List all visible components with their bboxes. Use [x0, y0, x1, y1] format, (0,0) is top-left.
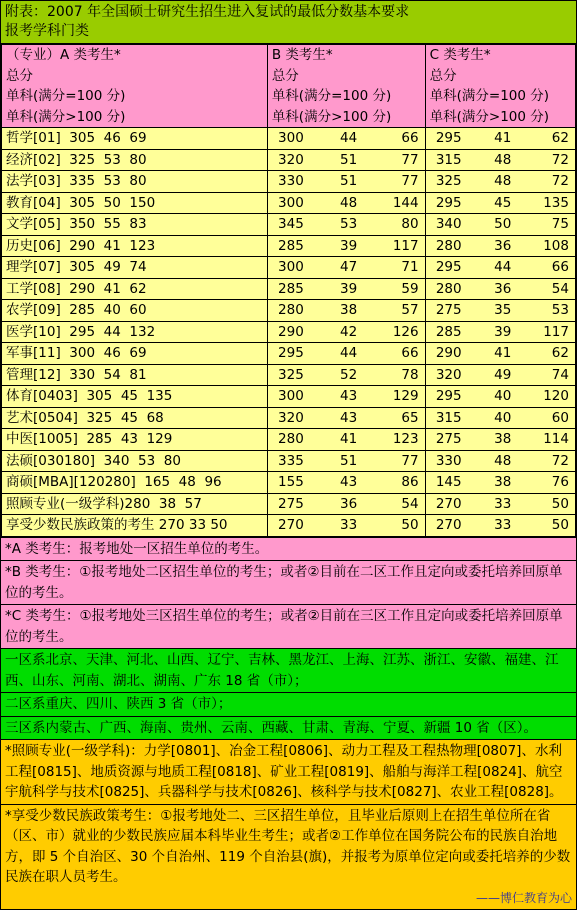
cell-b: [267, 515, 425, 537]
cell-b-value: 51: [340, 151, 358, 168]
cell-b-value: 144: [392, 194, 419, 211]
cell-c-value: 50: [551, 517, 569, 533]
cell-b: [267, 493, 425, 515]
cell-b-value: 54: [401, 495, 419, 512]
cell-c-value: 275: [435, 302, 462, 318]
table-row: [2, 386, 576, 408]
table-row: [2, 364, 576, 386]
cell-b-value: 48: [340, 194, 358, 211]
table-row: [2, 472, 576, 494]
cell-b-value: 117: [392, 237, 419, 254]
cell-b-value: 43: [340, 388, 358, 404]
cell-a: 管理[12] 330 54 81: [2, 364, 268, 386]
cell-c-value: 50: [494, 216, 512, 232]
cell-b: [267, 214, 425, 236]
cell-b-value: 38: [340, 302, 358, 318]
note-block: *照顾专业(一级学科)：力学[0801]、冶金工程[0806]、动力工程及工程热物理[0807]、水利工程[0815]、地质资源与地质工程[0818]、矿业工程[0819]、船舶与海洋工程[0824]、航空宇航科学与技术[0825]、兵器科学与技术[0826]、核科学与技术[0827]、农业工程[0828]。: [1, 739, 576, 804]
table-row: [2, 450, 576, 472]
cell-c: [425, 149, 575, 171]
table-row: [2, 128, 576, 150]
cell-b-value: 65: [401, 409, 419, 426]
cell-c-value: 40: [494, 388, 512, 404]
cell-b-value: 86: [401, 474, 419, 490]
cell-c-value: 315: [435, 151, 462, 168]
cell-c-value: 74: [551, 366, 569, 383]
cell-b-value: 275: [278, 495, 304, 512]
cell-c-value: 35: [494, 302, 512, 318]
cell-b-value: 325: [278, 366, 304, 383]
cell-c-value: 48: [494, 151, 512, 168]
table-row: [2, 214, 576, 236]
table-row: [2, 343, 576, 365]
table-row: [2, 149, 576, 171]
cell-c-value: 40: [494, 409, 512, 426]
cell-a: 享受少数民族政策的考生 270 33 50: [2, 515, 268, 537]
cell-c-value: 38: [494, 474, 512, 490]
header-a-single100: 单科(满分=100 分): [6, 88, 126, 104]
cell-b-value: 66: [401, 130, 419, 146]
cell-c: [425, 128, 575, 150]
header-c-total: 总分: [429, 67, 457, 84]
cell-b-value: 300: [278, 388, 304, 404]
cell-c: [425, 343, 575, 365]
cell-c-value: 270: [435, 495, 462, 512]
header-a-title: （专业）A 类考生*: [6, 47, 121, 63]
cell-c-value: 44: [494, 259, 512, 275]
header-a-total: 总分: [6, 67, 33, 84]
cell-c-value: 41: [494, 345, 512, 361]
cell-b-value: 43: [340, 474, 358, 490]
cell-c-value: 295: [435, 259, 462, 275]
cell-b-value: 51: [340, 173, 358, 189]
note-block: *B 类考生：①报考地处二区招生单位的考生；或者②目前在二区工作且定向或委托培养回原单位的考生。: [1, 560, 576, 604]
cell-c: [425, 515, 575, 537]
cell-b-value: 270: [278, 517, 304, 533]
cell-c-value: 295: [435, 194, 462, 211]
cell-b: [267, 321, 425, 343]
cell-a: 医学[10] 295 44 132: [2, 321, 268, 343]
table-row: [2, 515, 576, 537]
cell-b-value: 320: [278, 409, 304, 426]
cell-b-value: 285: [278, 237, 304, 254]
table-row: [2, 235, 576, 257]
cell-c-value: 135: [543, 194, 569, 211]
cell-b: [267, 364, 425, 386]
cell-a: 文学[05] 350 55 83: [2, 214, 268, 236]
title-line-1: 附表：2007 年全国硕士研究生招生进入复试的最低分数基本要求: [5, 4, 410, 20]
header-a-singleover100: 单科(满分>100 分): [6, 108, 126, 125]
cell-b-value: 52: [340, 366, 358, 383]
cell-b-value: 129: [392, 388, 419, 404]
cell-a: 军事[11] 300 46 69: [2, 343, 268, 365]
cell-c-value: 120: [543, 388, 569, 404]
cell-b-value: 335: [278, 452, 304, 469]
cell-c: [425, 214, 575, 236]
cell-a: 哲学[01] 305 46 69: [2, 128, 268, 150]
table-row: [2, 407, 576, 429]
cell-c: [425, 493, 575, 515]
note-block: 二区系重庆、四川、陕西 3 省（市）；: [1, 692, 576, 716]
header-c-title: C 类考生*: [429, 47, 491, 63]
header-c-singleover100: 单科(满分>100 分): [429, 108, 550, 125]
cell-a: 工学[08] 290 41 62: [2, 278, 268, 300]
cell-c: [425, 386, 575, 408]
header-a: [2, 45, 268, 128]
cell-c-value: 295: [435, 388, 462, 404]
cell-a: 中医[1005] 285 43 129: [2, 429, 268, 451]
note-block: *C 类考生：①报考地处三区招生单位的考生；或者②目前在三区工作且定向或委托培养回原单位的考生。: [1, 604, 576, 648]
header-b-single100: 单科(满分=100 分): [271, 88, 392, 104]
cell-b-value: 71: [401, 259, 419, 275]
cell-b: [267, 257, 425, 279]
cell-c: [425, 450, 575, 472]
cell-c: [425, 171, 575, 193]
cell-b-value: 280: [278, 302, 304, 318]
cell-c-value: 38: [494, 431, 512, 447]
cell-c-value: 325: [435, 173, 462, 189]
cell-c-value: 66: [551, 259, 569, 275]
title-line-2: 报考学科门类: [5, 23, 89, 39]
cell-b-value: 53: [340, 216, 358, 232]
cell-b: [267, 386, 425, 408]
cell-b: [267, 407, 425, 429]
cell-c-value: 75: [551, 216, 569, 232]
cell-b-value: 77: [401, 151, 419, 168]
cell-c-value: 36: [494, 280, 512, 297]
cell-a: 教育[04] 305 50 150: [2, 192, 268, 214]
table-row: [2, 192, 576, 214]
cell-b-value: 330: [278, 173, 304, 189]
cell-b-value: 33: [340, 517, 358, 533]
header-b-title: B 类考生*: [271, 47, 333, 63]
cell-b-value: 300: [278, 194, 304, 211]
table-row: [2, 171, 576, 193]
cell-b-value: 44: [340, 345, 358, 361]
cell-b: [267, 235, 425, 257]
signature: ——博仁教育为心: [475, 890, 572, 905]
cell-b-value: 77: [401, 173, 419, 189]
cell-c-value: 72: [551, 452, 569, 469]
cell-c-value: 117: [543, 323, 569, 340]
cell-c-value: 114: [543, 431, 569, 447]
cell-a: 法硕[030180] 340 53 80: [2, 450, 268, 472]
cell-b: [267, 192, 425, 214]
cell-c-value: 280: [435, 280, 462, 297]
cell-c-value: 33: [494, 495, 512, 512]
cell-b: [267, 149, 425, 171]
cell-c-value: 62: [551, 130, 569, 146]
cell-c: [425, 407, 575, 429]
table-row: [2, 278, 576, 300]
cell-c-value: 108: [543, 237, 569, 254]
cell-b-value: 300: [278, 130, 304, 146]
cell-b-value: 57: [401, 302, 419, 318]
note-block: *A 类考生：报考地处一区招生单位的考生。: [1, 537, 576, 561]
table-row: [2, 300, 576, 322]
cell-c-value: 270: [435, 517, 462, 533]
cell-c: [425, 429, 575, 451]
cell-b: [267, 343, 425, 365]
cell-b-value: 42: [340, 323, 358, 340]
cell-c-value: 320: [435, 366, 462, 383]
cell-c-value: 295: [435, 130, 462, 146]
cell-b-value: 47: [340, 259, 358, 275]
header-c-single100: 单科(满分=100 分): [429, 88, 550, 104]
score-table: [1, 44, 576, 537]
cell-c-value: 45: [494, 194, 512, 211]
cell-a: 农学[09] 285 40 60: [2, 300, 268, 322]
cell-c-value: 290: [435, 345, 462, 361]
cell-c-value: 39: [494, 323, 512, 340]
cell-b-value: 80: [401, 216, 419, 232]
note-block: 三区系内蒙古、广西、海南、贵州、云南、西藏、甘肃、青海、宁夏、新疆 10 省（区）。: [1, 716, 576, 740]
cell-c-value: 285: [435, 323, 462, 340]
cell-a: 照顾专业(一级学科)280 38 57: [2, 493, 268, 515]
table-row: [2, 493, 576, 515]
cell-b-value: 50: [401, 517, 419, 533]
cell-b-value: 320: [278, 151, 304, 168]
cell-c-value: 53: [551, 302, 569, 318]
cell-c: [425, 257, 575, 279]
cell-c-value: 72: [551, 173, 569, 189]
cell-c-value: 49: [494, 366, 512, 383]
cell-b-value: 285: [278, 280, 304, 297]
cell-c-value: 48: [494, 173, 512, 189]
cell-a: 商硕[MBA][120280] 165 48 96: [2, 472, 268, 494]
cell-b-value: 36: [340, 495, 358, 512]
cell-b: [267, 472, 425, 494]
cell-c: [425, 235, 575, 257]
cell-b-value: 43: [340, 409, 358, 426]
cell-b-value: 41: [340, 431, 358, 447]
cell-c-value: 280: [435, 237, 462, 254]
header-b-total: 总分: [271, 67, 299, 84]
cell-b-value: 78: [401, 366, 419, 383]
cell-b: [267, 450, 425, 472]
cell-c: [425, 192, 575, 214]
cell-c-value: 60: [551, 409, 569, 426]
cell-b-value: 77: [401, 452, 419, 469]
cell-c-value: 145: [435, 474, 462, 490]
cell-b-value: 44: [340, 130, 358, 146]
header-b-singleover100: 单科(满分>100 分): [271, 108, 392, 125]
note-block: *享受少数民族政策考生：①报考地处二、三区招生单位，且毕业后原则上在招生单位所在省（区、市）就业的少数民族应届本科毕业生考生；或者②工作单位在国务院公布的民族自治地方，即 5 个自治区、30 个自治州、119 个自治县(旗)，并报考为原单位定向或委托培养的少数民族在职人员考生。 ——博仁教育为心: [1, 804, 576, 910]
cell-b-value: 39: [340, 237, 358, 254]
cell-c-value: 76: [551, 474, 569, 490]
cell-a: 法学[03] 335 53 80: [2, 171, 268, 193]
cell-c: [425, 278, 575, 300]
notes-section: [1, 537, 576, 910]
cell-c: [425, 364, 575, 386]
cell-b-value: 290: [278, 323, 304, 340]
cell-c-value: 72: [551, 151, 569, 168]
cell-a: 历史[06] 290 41 123: [2, 235, 268, 257]
cell-c-value: 33: [494, 517, 512, 533]
table-row: [2, 321, 576, 343]
cell-c-value: 36: [494, 237, 512, 254]
cell-b: [267, 429, 425, 451]
cell-b-value: 51: [340, 452, 358, 469]
cell-c: [425, 321, 575, 343]
cell-c: [425, 300, 575, 322]
cell-b-value: 39: [340, 280, 358, 297]
cell-b-value: 123: [392, 431, 419, 447]
cell-b: [267, 300, 425, 322]
cell-b-value: 66: [401, 345, 419, 361]
cell-b: [267, 171, 425, 193]
cell-c-value: 315: [435, 409, 462, 426]
note-block: 一区系北京、天津、河北、山西、辽宁、吉林、黑龙江、上海、江苏、浙江、安徽、福建、江西、山东、河南、湖北、湖南、广东 18 省（市）；: [1, 648, 576, 692]
cell-c-value: 275: [435, 431, 462, 447]
header-b: [267, 45, 425, 128]
table-row: [2, 257, 576, 279]
cell-b-value: 345: [278, 216, 304, 232]
cell-a: 体育[0403] 305 45 135: [2, 386, 268, 408]
cell-b-value: 280: [278, 431, 304, 447]
cell-a: 经济[02] 325 53 80: [2, 149, 268, 171]
cell-b: [267, 278, 425, 300]
cell-b-value: 59: [401, 280, 419, 297]
cell-c-value: 340: [435, 216, 462, 232]
cell-b-value: 126: [392, 323, 419, 340]
cell-c-value: 48: [494, 452, 512, 469]
cell-b-value: 155: [278, 474, 304, 490]
cell-c-value: 50: [551, 495, 569, 512]
header-c: [425, 45, 575, 128]
cell-c: [425, 472, 575, 494]
table-header-row: [2, 45, 576, 128]
cell-c-value: 330: [435, 452, 462, 469]
cell-b-value: 295: [278, 345, 304, 361]
document-title: [1, 1, 576, 44]
cell-a: 理学[07] 305 49 74: [2, 257, 268, 279]
cell-c-value: 62: [551, 345, 569, 361]
cell-b-value: 300: [278, 259, 304, 275]
cell-a: 艺术[0504] 325 45 68: [2, 407, 268, 429]
table-row: [2, 429, 576, 451]
cell-b: [267, 128, 425, 150]
cell-c-value: 54: [551, 280, 569, 297]
cell-c-value: 41: [494, 130, 512, 146]
